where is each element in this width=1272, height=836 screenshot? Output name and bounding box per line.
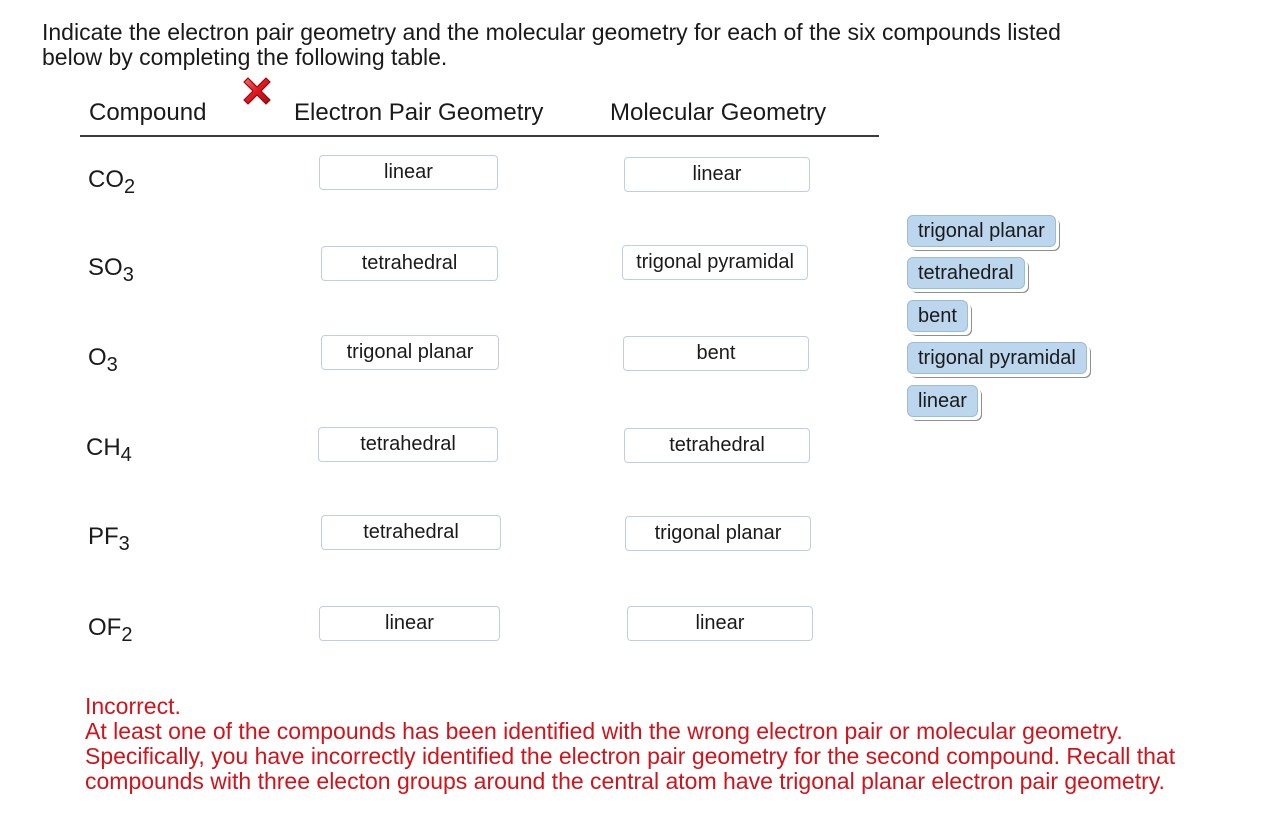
formula-base: OF bbox=[88, 614, 122, 641]
formula-subscript: 4 bbox=[120, 444, 132, 466]
feedback-message bbox=[85, 694, 1272, 794]
instructions bbox=[42, 20, 1222, 70]
formula-subscript: 3 bbox=[118, 533, 130, 555]
mg-drop-target[interactable]: linear bbox=[627, 606, 813, 641]
compound-formula bbox=[88, 523, 130, 555]
feedback-line-1: At least one of the compounds has been identified with the wrong electron pair or molecular geometry. bbox=[85, 718, 1123, 744]
formula-subscript: 3 bbox=[122, 264, 134, 286]
header-compound: Compound bbox=[89, 99, 207, 126]
formula-base: PF bbox=[88, 523, 119, 550]
answer-chip-linear[interactable]: linear bbox=[907, 385, 978, 417]
answer-chip-trigonal-planar[interactable]: trigonal planar bbox=[907, 215, 1056, 247]
header-molecular-geometry: Molecular Geometry bbox=[610, 99, 827, 126]
answer-chip-trigonal-pyramidal[interactable]: trigonal pyramidal bbox=[907, 342, 1087, 374]
epg-drop-target[interactable]: linear bbox=[319, 155, 498, 190]
header-electron-pair-geometry: Electron Pair Geometry bbox=[294, 99, 544, 126]
mg-drop-target[interactable]: trigonal planar bbox=[625, 516, 811, 551]
epg-drop-target[interactable]: trigonal planar bbox=[321, 335, 499, 370]
compound-formula bbox=[88, 614, 133, 646]
feedback-status: Incorrect. bbox=[85, 693, 181, 719]
answer-chip-tetrahedral[interactable]: tetrahedral bbox=[907, 257, 1025, 289]
instructions-line-1: Indicate the electron pair geometry and the molecular geometry for each of the six compounds listed bbox=[42, 19, 1061, 45]
instructions-line-2: below by completing the following table. bbox=[42, 44, 448, 70]
compound-formula bbox=[88, 254, 134, 286]
formula-base: CO bbox=[88, 166, 124, 193]
epg-drop-target[interactable]: tetrahedral bbox=[318, 427, 498, 462]
formula-base: CH bbox=[86, 434, 121, 461]
epg-drop-target[interactable]: tetrahedral bbox=[321, 246, 498, 281]
formula-base: SO bbox=[88, 254, 123, 281]
mg-drop-target[interactable]: bent bbox=[623, 336, 809, 371]
mg-drop-target[interactable]: trigonal pyramidal bbox=[622, 245, 808, 280]
feedback-line-3: compounds with three electon groups around the central atom have trigonal planar electron pair geometry. bbox=[85, 768, 1165, 794]
formula-base: O bbox=[88, 344, 107, 371]
epg-drop-target[interactable]: linear bbox=[319, 606, 500, 641]
answer-chip-bent[interactable]: bent bbox=[907, 300, 968, 332]
compound-formula bbox=[88, 166, 136, 198]
mg-drop-target[interactable]: linear bbox=[624, 157, 810, 192]
formula-subscript: 3 bbox=[106, 354, 118, 376]
compound-formula bbox=[86, 434, 132, 466]
mg-drop-target[interactable]: tetrahedral bbox=[624, 428, 810, 463]
feedback-line-2: Specifically, you have incorrectly identified the electron pair geometry for the second compound. Recall that bbox=[85, 743, 1176, 769]
red-x-icon bbox=[240, 74, 274, 108]
header-divider bbox=[80, 135, 879, 137]
compound-formula bbox=[88, 344, 118, 376]
epg-drop-target[interactable]: tetrahedral bbox=[321, 515, 501, 550]
formula-subscript: 2 bbox=[124, 176, 136, 198]
formula-subscript: 2 bbox=[121, 624, 133, 646]
